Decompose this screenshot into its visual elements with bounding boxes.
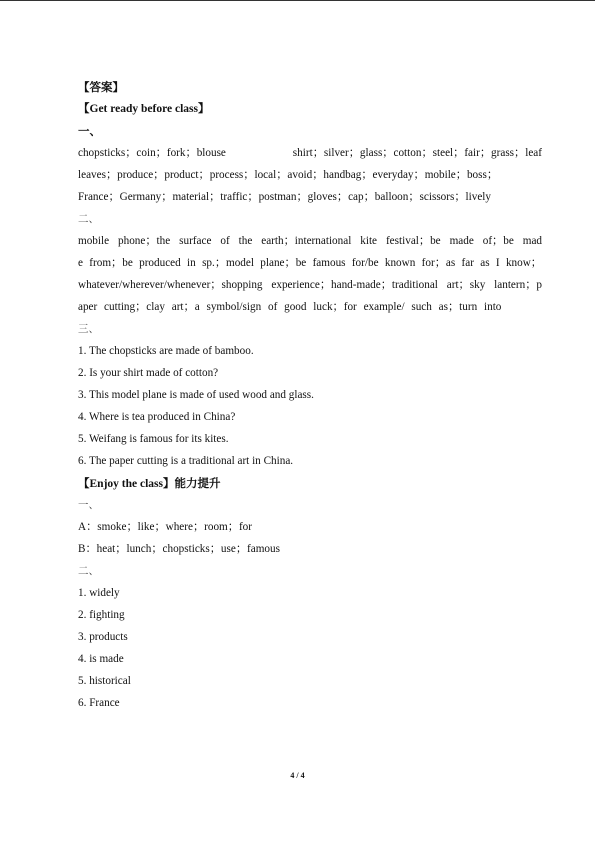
answer-item: 2. fighting	[78, 609, 125, 621]
page-number: 4 / 4	[290, 771, 305, 780]
phrase-line: aper cutting；clay art；a symbol/sign of good luck；for example/ such as；turn into	[78, 301, 502, 313]
section-title-enjoy	[78, 472, 542, 494]
part-label: 二、	[78, 213, 99, 225]
sentence-item: 5. Weifang is famous for its kites.	[78, 433, 229, 445]
sentence-item: 3. This model plane is made of used wood and glass.	[78, 389, 314, 401]
answer-content	[78, 76, 542, 714]
section-title-cn: 能力提升	[174, 476, 221, 490]
answer-item: 6. France	[78, 697, 120, 709]
section-title-get-ready: 【Get ready before class】	[78, 103, 210, 115]
phrase-line: mobile phone；the surface of the earth；international kite festival；be made of；be mad	[78, 235, 542, 247]
answer-item: 5. historical	[78, 675, 131, 687]
vocab-line: France；Germany；material；traffic；postman；gloves；cap；balloon；scissors；lively	[78, 191, 492, 203]
sentence-item: 6. The paper cutting is a traditional art in China.	[78, 455, 294, 467]
sentence-item: 2. Is your shirt made of cotton?	[78, 367, 219, 379]
part-label: 二、	[78, 565, 99, 577]
sentence-item: 4. Where is tea produced in China?	[78, 411, 236, 423]
phrase-line: whatever/wherever/whenever；shopping experience；hand-made；traditional art；sky lantern；p	[78, 279, 542, 291]
answer-item: 3. products	[78, 631, 128, 643]
vocab-line: leaves；produce；product；process；local；avoid；handbag；everyday；mobile；boss；	[78, 169, 499, 181]
word-fill-line: B：heat；lunch；chopsticks；use；famous	[78, 543, 280, 555]
answer-item: 4. is made	[78, 653, 124, 665]
answer-item: 1. widely	[78, 587, 120, 599]
part-label: 三、	[78, 323, 99, 335]
vocab-line: chopsticks；coin；fork；blouse shirt；silver；glass；cotton；steel；fair；grass；leaf	[78, 147, 542, 159]
answer-header: 【答案】	[78, 80, 124, 94]
part-label: 一、	[78, 124, 101, 138]
word-fill-line: A：smoke；like；where；room；for	[78, 521, 252, 533]
top-rule	[0, 0, 595, 1]
sentence-item: 1. The chopsticks are made of bamboo.	[78, 345, 254, 357]
section-title-en: 【Enjoy the class】	[78, 478, 175, 490]
part-label: 一、	[78, 499, 99, 511]
phrase-line: e from；be produced in sp.；model plane；be famous for/be known for；as far as I know；	[78, 257, 542, 269]
